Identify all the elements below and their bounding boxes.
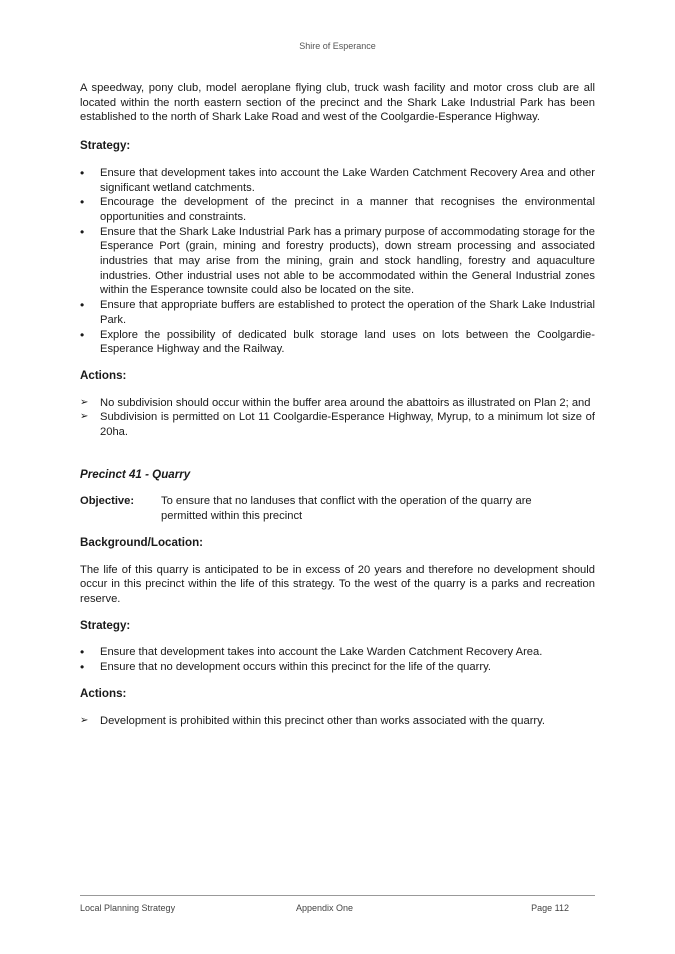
list-item: • Encourage the development of the precinct in a manner that recognises the environmental opportunities and constraints. [80, 195, 595, 223]
actions-heading: Actions: [80, 368, 127, 382]
page-number: Page 112 [531, 903, 569, 913]
actions-list [80, 714, 595, 729]
list-item: ➢ Subdivision is permitted on Lot 11 Coolgardie-Esperance Highway, Myrup, to a minimum lot size of 20ha. [80, 411, 595, 439]
strategy-list [80, 166, 595, 357]
intro-paragraph: A speedway, pony club, model aeroplane flying club, truck wash facility and motor cross club are all located within the north eastern section of the precinct and the Shark Lake Industrial Park has been established to the north of Shark Lake Road and west of the Coolgardie-Esperance Highway. [80, 82, 595, 124]
strategy-heading: Strategy: [80, 139, 131, 153]
objective-label: Objective: [80, 495, 135, 508]
bullet-icon: • [80, 224, 85, 239]
list-item: • Ensure that appropriate buffers are established to protect the operation of the Shark Lake Industrial Park. [80, 298, 595, 326]
footer-document-title: Local Planning Strategy [80, 903, 176, 913]
background-paragraph: The life of this quarry is anticipated to be in excess of 20 years and therefore no development should occur in this precinct within the life of this strategy. To the west of the quarry is a parks and recreation reserve. [80, 563, 595, 605]
document-body [80, 81, 595, 728]
list-item: • Explore the possibility of dedicated bulk storage land uses on lots between the Coolgardie-Esperance Highway and the Railway. [80, 327, 595, 356]
background-heading: Background/Location: [80, 535, 204, 549]
arrow-icon: ➢ [80, 714, 89, 726]
bullet-icon: • [80, 165, 85, 180]
actions-heading: Actions: [80, 686, 127, 700]
list-item: • Ensure that development takes into account the Lake Warden Catchment Recovery Area. [80, 645, 543, 660]
bullet-icon: • [80, 645, 85, 660]
objective-text: To ensure that no landuses that conflict with the operation of the quarry are permitted within this precinct [161, 495, 532, 523]
arrow-icon: ➢ [80, 396, 89, 408]
bullet-icon: • [80, 195, 85, 210]
list-item: • Ensure that no development occurs within this precinct for the life of the quarry. [80, 660, 491, 675]
list-item: • Ensure that the Shark Lake Industrial Park has a primary purpose of accommodating storage for the Esperance Port (grain, mining and forestry products), down stream processing and associated industries that may arise from the mining, grain and stock handling, forestry and aquaculture industries. Other industrial uses not able to be accommodated within the General Industrial zones within the Esperance townsite could also be located on the site. [80, 224, 595, 297]
precinct-title: Precinct 41 - Quarry [80, 467, 191, 481]
page-header: Shire of Esperance [299, 41, 376, 51]
list-item: • Ensure that development takes into account the Lake Warden Catchment Recovery Area and other significant wetland catchments. [80, 165, 595, 194]
objective-row [80, 494, 595, 523]
list-item: ➢ Development is prohibited within this precinct other than works associated with the quarry. [80, 714, 546, 727]
bullet-icon: • [80, 327, 85, 342]
actions-list [80, 396, 595, 440]
footer-section: Appendix One [296, 903, 354, 913]
arrow-icon: ➢ [80, 411, 89, 423]
footer-divider [80, 895, 595, 896]
list-item: ➢ No subdivision should occur within the buffer area around the abattoirs as illustrated on Plan 2; and [80, 396, 591, 409]
bullet-icon: • [80, 298, 85, 313]
strategy-list [80, 645, 595, 674]
bullet-icon: • [80, 660, 85, 675]
strategy-heading: Strategy: [80, 618, 131, 632]
